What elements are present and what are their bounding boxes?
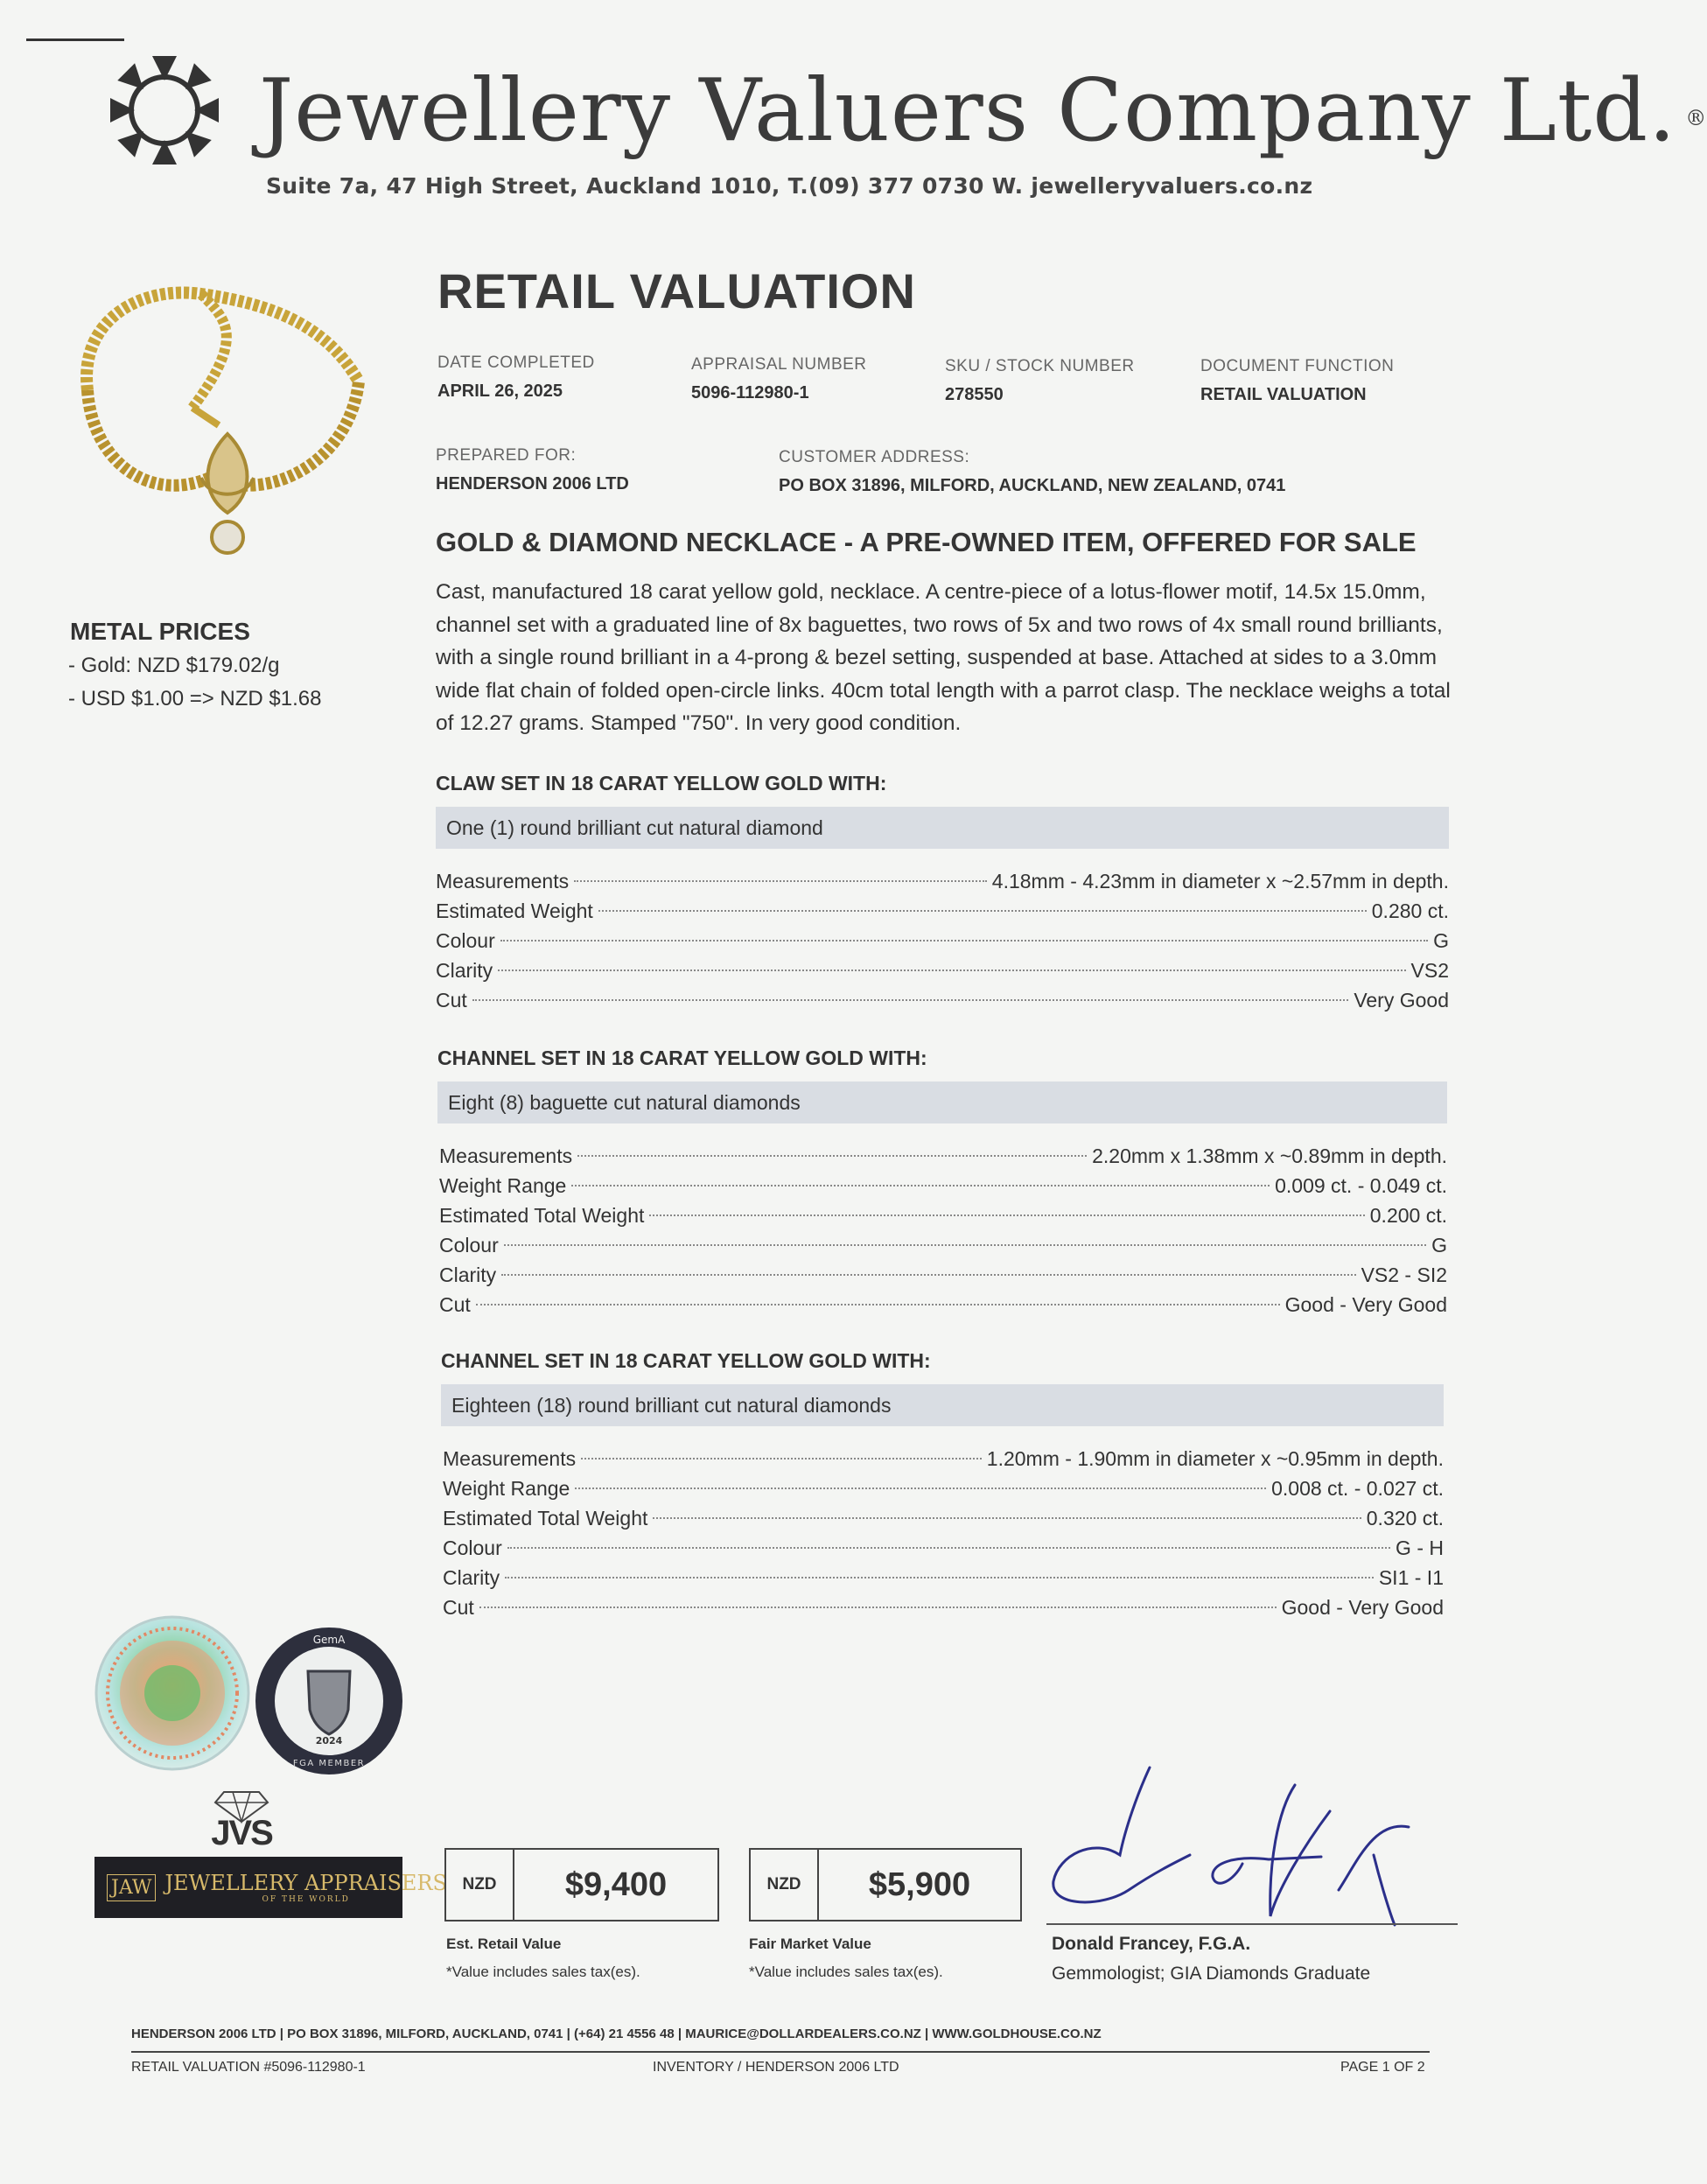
spec-value: G - H	[1396, 1536, 1444, 1559]
date-completed-label: DATE COMPLETED	[437, 354, 595, 372]
dot-leader	[577, 1155, 1087, 1157]
necklace-photo	[70, 285, 385, 574]
gema-member-seal-icon	[254, 1626, 404, 1776]
signatory-title: Gemmologist; GIA Diamonds Graduate	[1052, 1964, 1371, 1984]
spec-value: 4.18mm - 4.23mm in diameter x ~2.57mm in depth.	[991, 870, 1449, 892]
spec-value: 0.009 ct. - 0.049 ct.	[1275, 1174, 1447, 1197]
spec-label: Measurements	[439, 1144, 573, 1167]
jaw-appraisers-logo	[94, 1857, 447, 1918]
spec-value: VS2 - SI2	[1361, 1264, 1447, 1286]
customer-address-label: CUSTOMER ADDRESS:	[779, 448, 970, 466]
dot-leader	[479, 1606, 1277, 1608]
appraisal-number-value: 5096-112980-1	[691, 383, 809, 402]
spec-label: Measurements	[443, 1447, 577, 1470]
jvs-logo-icon	[163, 1785, 320, 1852]
spec-row	[443, 1533, 1444, 1563]
gema-top-text: GemA	[312, 1634, 346, 1646]
spec-value: 1.20mm - 1.90mm in diameter x ~0.95mm in depth.	[986, 1447, 1444, 1470]
spec-row	[443, 1563, 1444, 1592]
sku-label: SKU / STOCK NUMBER	[945, 357, 1135, 375]
retail-value-box	[444, 1848, 719, 1922]
gold-price: - Gold: NZD $179.02/g	[68, 654, 280, 677]
section-3-title: CHANNEL SET IN 18 CARAT YELLOW GOLD WITH:	[441, 1349, 931, 1372]
spec-label: Measurements	[436, 870, 570, 892]
spec-label: Clarity	[443, 1566, 500, 1589]
spec-row	[439, 1141, 1447, 1171]
spec-row	[439, 1260, 1447, 1290]
dot-leader	[571, 1185, 1270, 1186]
dot-leader	[581, 1458, 982, 1460]
spec-row	[439, 1290, 1447, 1320]
retail-value-label: Est. Retail Value	[446, 1936, 562, 1952]
spec-row	[439, 1200, 1447, 1230]
spec-value: Good - Very Good	[1281, 1596, 1444, 1619]
spec-row	[436, 926, 1449, 956]
description-line: of 12.27 grams. Stamped "750". In very good condition.	[436, 711, 962, 735]
spec-value: Good - Very Good	[1284, 1293, 1447, 1316]
market-currency: NZD	[751, 1850, 819, 1920]
spec-row	[436, 985, 1449, 1015]
dot-leader	[498, 970, 1405, 971]
spec-value: G	[1433, 929, 1449, 952]
spec-label: Clarity	[436, 959, 493, 982]
customer-address-value: PO BOX 31896, MILFORD, AUCKLAND, NEW ZEALAND, 0741	[779, 476, 1286, 495]
description-line: wide flat chain of folded open-circle links. 40cm total length with a parrot clasp. The necklace weighs a total	[436, 678, 1451, 703]
sku-value: 278550	[945, 385, 1004, 404]
footer-reference: RETAIL VALUATION #5096-112980-1	[131, 2060, 366, 2075]
spec-label: Cut	[443, 1596, 474, 1619]
document-title: RETAIL VALUATION	[437, 263, 916, 318]
section-1-specs	[436, 866, 1449, 1015]
section-3-band: Eighteen (18) round brilliant cut natural diamonds	[441, 1384, 1444, 1426]
spec-label: Colour	[436, 929, 495, 952]
spec-value: 0.200 ct.	[1369, 1204, 1447, 1227]
spec-row	[436, 896, 1449, 926]
dot-leader	[649, 1214, 1364, 1216]
spec-label: Cut	[436, 989, 467, 1012]
market-value-label: Fair Market Value	[749, 1936, 871, 1952]
spec-value: SI1 - I1	[1378, 1566, 1444, 1589]
retail-currency: NZD	[446, 1850, 514, 1920]
dot-leader	[504, 1244, 1426, 1246]
dot-leader	[500, 940, 1428, 942]
spec-row	[443, 1444, 1444, 1474]
spec-label: Weight Range	[439, 1174, 567, 1197]
retail-value-note: *Value includes sales tax(es).	[446, 1964, 640, 1980]
spec-row	[436, 956, 1449, 985]
dot-leader	[575, 1488, 1266, 1489]
company-logo-icon	[103, 49, 226, 172]
spec-row	[443, 1592, 1444, 1622]
signature	[1041, 1759, 1409, 1930]
document-function-value: RETAIL VALUATION	[1200, 385, 1367, 404]
spec-value: 2.20mm x 1.38mm x ~0.89mm in depth.	[1092, 1144, 1447, 1167]
description-line: Cast, manufactured 18 carat yellow gold, necklace. A centre-piece of a lotus-flower motif, 14.5x 15.0mm,	[436, 580, 1426, 604]
market-value-note: *Value includes sales tax(es).	[749, 1964, 943, 1980]
metal-prices-title: METAL PRICES	[70, 618, 250, 645]
spec-label: Weight Range	[443, 1477, 570, 1500]
spec-value: 0.320 ct.	[1366, 1507, 1444, 1530]
section-3-specs	[443, 1444, 1444, 1622]
company-address: Suite 7a, 47 High Street, Auckland 1010, T.(09) 377 0730 W. jewelleryvaluers.co.nz	[266, 173, 1313, 199]
footer-contact: HENDERSON 2006 LTD | PO BOX 31896, MILFORD, AUCKLAND, 0741 | (+64) 21 4556 48 | MAURICE@DOLLARDEALERS.CO.NZ | WWW.GOLDHOUSE.CO.NZ	[131, 2026, 1102, 2041]
spec-row	[443, 1474, 1444, 1503]
registered-mark: ®	[1685, 105, 1707, 130]
dot-leader	[653, 1517, 1361, 1519]
prepared-for-label: PREPARED FOR:	[436, 446, 577, 465]
spec-label: Estimated Weight	[436, 900, 593, 922]
jaw-name: JEWELLERY APPRAISERS	[164, 1871, 447, 1895]
item-description	[436, 576, 1468, 740]
jaw-mark: JAW	[107, 1874, 156, 1901]
spec-row	[436, 866, 1449, 896]
jaw-sub: OF THE WORLD	[262, 1895, 350, 1904]
hologram-seal-icon	[94, 1615, 250, 1771]
section-1-band: One (1) round brilliant cut natural diamond	[436, 807, 1449, 849]
section-2-specs	[439, 1141, 1447, 1320]
spec-label: Clarity	[439, 1264, 497, 1286]
dot-leader	[476, 1304, 1280, 1306]
date-completed-value: APRIL 26, 2025	[437, 382, 563, 401]
spec-value: 0.280 ct.	[1371, 900, 1449, 922]
spec-label: Cut	[439, 1293, 471, 1316]
section-1-title: CLAW SET IN 18 CARAT YELLOW GOLD WITH:	[436, 772, 887, 794]
section-2-band: Eight (8) baguette cut natural diamonds	[437, 1082, 1447, 1124]
spec-value: G	[1431, 1234, 1447, 1256]
footer-page-number: PAGE 1 OF 2	[1340, 2060, 1425, 2075]
spec-value: 0.008 ct. - 0.027 ct.	[1271, 1477, 1444, 1500]
dot-leader	[505, 1577, 1374, 1578]
section-2-title: CHANNEL SET IN 18 CARAT YELLOW GOLD WITH:	[437, 1046, 927, 1069]
document-function-label: DOCUMENT FUNCTION	[1200, 357, 1395, 375]
market-amount: $5,900	[868, 1866, 971, 1903]
dot-leader	[472, 999, 1349, 1001]
signatory-name: Donald Francey, F.G.A.	[1052, 1934, 1251, 1954]
jaw-wordmark	[164, 1871, 447, 1904]
prepared-for-value: HENDERSON 2006 LTD	[436, 474, 629, 494]
signature-line	[1046, 1923, 1458, 1925]
dot-leader	[507, 1547, 1390, 1549]
spec-label: Estimated Total Weight	[439, 1204, 645, 1227]
dot-leader	[574, 880, 987, 882]
spec-row	[439, 1171, 1447, 1200]
spec-row	[439, 1230, 1447, 1260]
footer-inventory: INVENTORY / HENDERSON 2006 LTD	[653, 2060, 899, 2075]
spec-value: VS2	[1410, 959, 1449, 982]
gema-year-text: 2024	[315, 1735, 343, 1746]
description-line: channel set with a graduated line of 8x baguettes, two rows of 5x and two rows of 4x small round brilliants,	[436, 612, 1443, 637]
item-title: GOLD & DIAMOND NECKLACE - A PRE-OWNED ITEM, OFFERED FOR SALE	[436, 527, 1417, 557]
market-value-box	[749, 1848, 1022, 1922]
spec-label: Estimated Total Weight	[443, 1507, 648, 1530]
spec-row	[443, 1503, 1444, 1533]
dot-leader	[598, 910, 1367, 912]
spec-label: Colour	[443, 1536, 502, 1559]
spec-label: Colour	[439, 1234, 499, 1256]
description-line: with a single round brilliant in a 4-prong & bezel setting, suspended at base. Attached at sides to a 3.0mm	[436, 646, 1438, 669]
dot-leader	[501, 1274, 1355, 1276]
exchange-rate: - USD $1.00 => NZD $1.68	[68, 687, 322, 710]
retail-amount: $9,400	[564, 1866, 668, 1903]
appraisal-number-label: APPRAISAL NUMBER	[691, 355, 867, 374]
gema-member-text: FGA MEMBER	[292, 1759, 366, 1768]
company-name: Jewellery Valuers Company Ltd. ®	[259, 61, 1707, 161]
spec-value: Very Good	[1354, 989, 1449, 1012]
footer-rule	[131, 2051, 1430, 2053]
top-rule	[26, 38, 124, 41]
jvs-text: JVS	[211, 1814, 272, 1852]
